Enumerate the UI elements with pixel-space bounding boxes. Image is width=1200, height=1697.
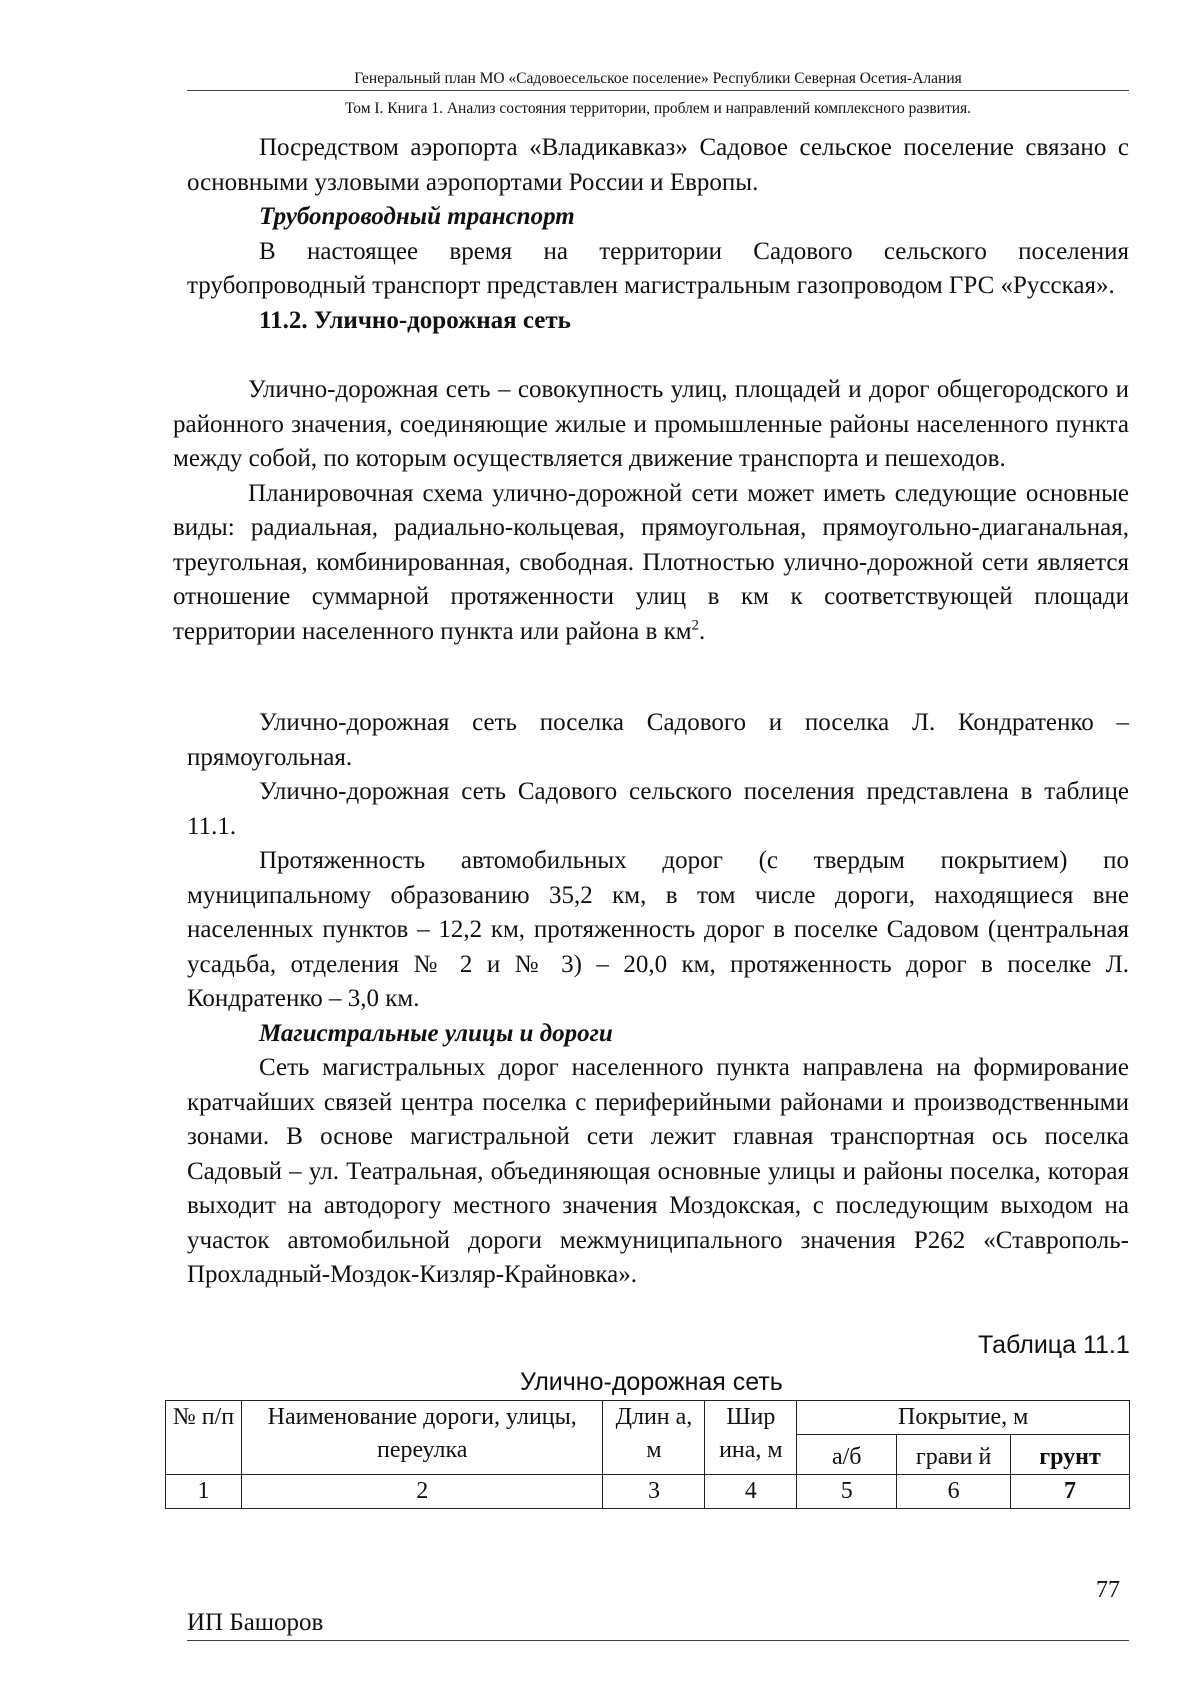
paragraph-road-lengths: Протяженность автомобильных дорог (с твердым покрытием) по муниципальному образованию 35,2 км, в том числе дороги, находящиеся вне населенных пунктов – 12,2 км, протяженность дорог в поселке Садовом (центральная усадьба, отделения № 2 и № 3) – 20,0 км, протяженность дорог в поселке Л. Кондратенко – 3,0 км.	[187, 847, 1129, 1012]
table-cell: 6	[897, 1475, 1011, 1509]
paragraph-airport: Посредством аэропорта «Владикавказ» Садовое сельское поселение связано с основными узловыми аэропортами России и Европы.	[187, 134, 1129, 196]
table-header-row	[166, 1401, 1130, 1435]
paragraph-rectangular: Улично-дорожная сеть поселка Садового и поселка Л. Кондратенко – прямоугольная.	[187, 709, 1129, 771]
section-heading-street-network: 11.2. Улично-дорожная сеть	[259, 306, 571, 334]
body-block-1	[187, 131, 1129, 338]
paragraph-planning-scheme-text: Планировочная схема улично-дорожной сети может иметь следующие основные виды: радиальная, радиально-кольцевая, прямоугольная, прямоугольно-диаганальная, треугольная, комбинированная, свободная. Плотностью улично-дорожной сети является отношение суммарной протяженности улиц в км к соответствующей площади территории населенного пункта или района в км	[173, 479, 1129, 645]
paragraph-definition: Улично-дорожная сеть – совокупность улиц, площадей и дорог общегородского и районного значения, соединяющие жилые и промышленные районы населенного пункта между собой, по которым осуществляется движение транспорта и пешеходов.	[173, 376, 1129, 472]
footer-author: ИП Башоров	[187, 1606, 1129, 1641]
paragraph-planning-scheme	[173, 477, 1129, 650]
paragraph-table-reference: Улично-дорожная сеть Садового сельского поселения представлена в таблице 11.1.	[187, 778, 1129, 840]
body-block-2	[173, 373, 1129, 649]
header-cell-number: № п/п	[166, 1401, 242, 1475]
header-cell-width: Шир ина, м	[705, 1401, 797, 1475]
superscript-2: 2	[691, 617, 700, 634]
running-subheader: Том I. Книга 1. Анализ состояния территории, проблем и направлений комплексного развития.	[344, 100, 972, 117]
table-cell: 7	[1011, 1475, 1130, 1509]
table-cell: 2	[241, 1475, 603, 1509]
running-header: Генеральный план МО «Садовоесельское поселение» Республики Северная Осетия-Алания	[187, 68, 1129, 91]
table-caption-number: Таблица 11.1	[978, 1331, 1130, 1359]
header-cell-length: Длин а, м	[603, 1401, 705, 1475]
paragraph-planning-scheme-end: .	[699, 617, 706, 645]
table-cell: 4	[705, 1475, 797, 1509]
table-cell: 5	[797, 1475, 897, 1509]
table-row	[166, 1475, 1130, 1509]
paragraph-main-network: Сеть магистральных дорог населенного пункта направлена на формирование кратчайших связей центра поселка с периферийными районами и производственными зонами. В основе магистральной сети лежит главная транспортная ось поселка Садовый – ул. Театральная, объединяющая основные улицы и районы поселка, которая выходит на автодорогу местного значения Моздокская, с последующим выходом на участок автомобильной дороги межмуниципального значения Р262 «Ставрополь-Прохладный-Моздок-Кизляр-Крайновка».	[187, 1054, 1129, 1288]
header-cell-asphalt: а/б	[797, 1435, 897, 1475]
header-cell-ground: грунт	[1011, 1435, 1130, 1475]
header-cell-gravel: грави й	[897, 1435, 1011, 1475]
page-number: 77	[1096, 1577, 1120, 1603]
table-cell: 3	[603, 1475, 705, 1509]
header-cell-road-name: Наименование дороги, улицы, переулка	[241, 1401, 603, 1475]
table-caption-title: Улично-дорожная сеть	[520, 1368, 783, 1396]
heading-main-streets: Магистральные улицы и дороги	[259, 1019, 613, 1047]
body-block-3	[187, 706, 1129, 1293]
heading-pipeline-transport: Трубопроводный транспорт	[259, 203, 575, 230]
table-cell: 1	[166, 1475, 242, 1509]
header-cell-coverage: Покрытие, м	[797, 1401, 1130, 1435]
paragraph-pipeline: В настоящее время на территории Садового сельского поселения трубопроводный транспорт представлен магистральным газопроводом ГРС «Русская».	[187, 237, 1129, 299]
street-network-table	[165, 1400, 1130, 1509]
